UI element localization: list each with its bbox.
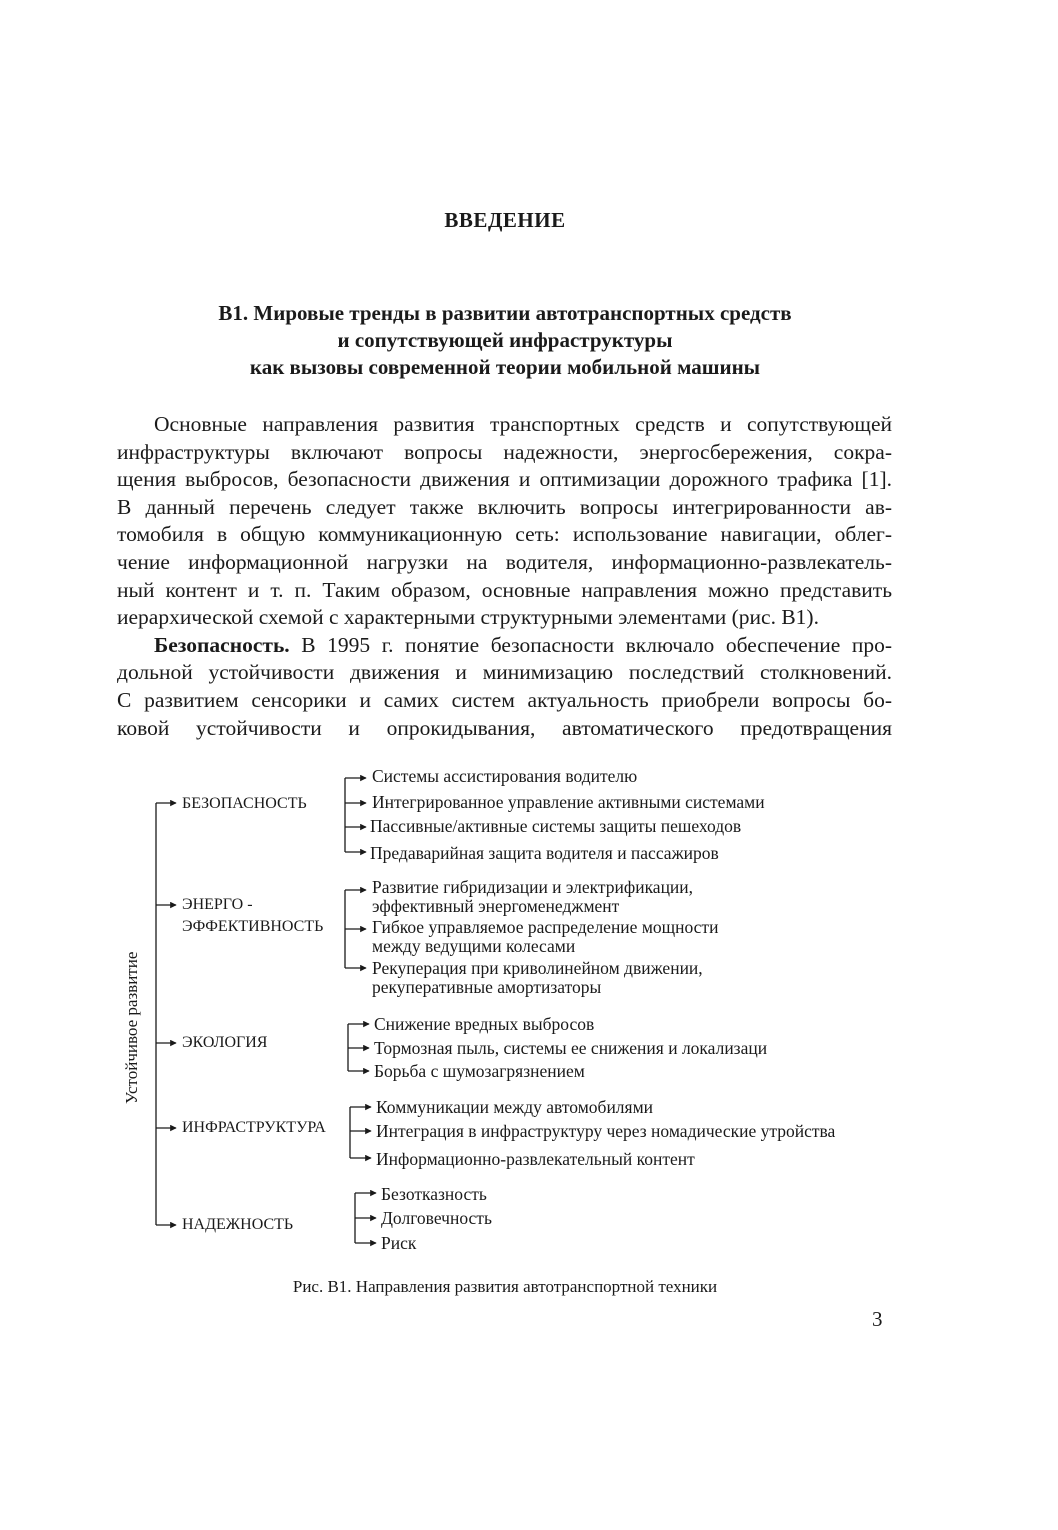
diagram-root-label: Устойчивое развитие xyxy=(122,951,141,1104)
paragraph-line: С развитием сенсорики и самих систем актуальность приобрели вопросы бо- xyxy=(117,687,892,712)
section-title-line: В1. Мировые тренды в развитии автотранспортных средств xyxy=(218,301,792,325)
section-title xyxy=(0,300,1010,381)
item-label: Тормозная пыль, системы ее снижения и локализаци xyxy=(374,1038,768,1058)
item-label: Системы ассистирования водителю xyxy=(372,766,638,786)
figure-caption: Рис. В1. Направления развития автотранспортной техники xyxy=(292,1277,718,1296)
paragraph-line: иерархической схемой с характерными структурными элементами (рис. В1). xyxy=(117,605,819,630)
paragraph-line: В данный перечень следует также включить вопросы интегрированности ав- xyxy=(117,494,892,519)
item-label: Рекуперация при криволинейном движении, xyxy=(372,958,703,978)
item-label: Гибкое управляемое распределение мощности xyxy=(372,917,719,937)
item-label: Безотказность xyxy=(381,1184,487,1204)
category-label: БЕЗОПАСНОСТЬ xyxy=(182,795,307,812)
paragraph-line: ковой устойчивости и опрокидывания, автоматического предотвращения xyxy=(117,715,892,740)
category-label: НАДЕЖНОСТЬ xyxy=(182,1216,294,1233)
page-number: 3 xyxy=(872,1307,883,1331)
item-label: Интегрированное управление активными системами xyxy=(372,792,765,812)
paragraph-line: чение информационной нагрузки на водителя, информационно-развлекатель- xyxy=(117,549,892,574)
paragraph-line xyxy=(117,632,892,660)
category-label: ЭФФЕКТИВНОСТЬ xyxy=(182,918,324,935)
item-label: Предаварийная защита водителя и пассажиров xyxy=(370,843,719,863)
paragraph-line: ный контент и т. п. Таким образом, основные направления можно представить xyxy=(117,577,892,602)
chapter-title: ВВЕДЕНИЕ xyxy=(444,208,566,232)
paragraph-line: дольной устойчивости движения и минимизацию последствий столкновений. xyxy=(117,660,892,685)
item-label: между ведущими колесами xyxy=(372,936,576,956)
item-label: Риск xyxy=(381,1233,417,1253)
item-label: Борьба с шумозагрязнением xyxy=(374,1061,585,1081)
item-label: эффективный энергоменеджмент xyxy=(372,896,620,916)
paragraph-line: Основные направления развития транспортных средств и сопутствующей xyxy=(154,412,892,436)
body-text xyxy=(117,411,892,742)
item-label: Интеграция в инфраструктуру через номадические утройства xyxy=(376,1121,836,1141)
category-label: ЭНЕРГО - xyxy=(182,896,253,913)
item-label: Коммуникации между автомобилями xyxy=(376,1097,654,1117)
paragraph-lead-rest: В 1995 г. понятие безопасности включало обеспечение про- xyxy=(289,632,892,657)
section-title-line: и сопутствующей инфраструктуры xyxy=(337,328,673,352)
section-title-line: как вызовы современной теории мобильной машины xyxy=(249,355,761,379)
item-label: Информационно-развлекательный контент xyxy=(376,1149,695,1169)
paragraph-lead-bold: Безопасность. xyxy=(154,632,290,657)
paragraph-line: томобиля в общую коммуникационную сеть: использование навигации, облег- xyxy=(117,522,892,547)
category-label: ИНФРАСТРУКТУРА xyxy=(182,1119,326,1136)
item-label: Снижение вредных выбросов xyxy=(374,1014,595,1034)
item-label: Долговечность xyxy=(381,1208,492,1228)
item-label: рекуперативные амортизаторы xyxy=(372,977,602,997)
paragraph-line: инфраструктуры включают вопросы надежности, энергосбережения, сокра- xyxy=(117,439,892,464)
paragraph-line: щения выбросов, безопасности движения и оптимизации дорожного трафика [1]. xyxy=(117,467,892,492)
item-label: Пассивные/активные системы защиты пешеходов xyxy=(370,816,742,836)
category-label: ЭКОЛОГИЯ xyxy=(182,1034,268,1051)
item-label: Развитие гибридизации и электрификации, xyxy=(372,877,694,897)
